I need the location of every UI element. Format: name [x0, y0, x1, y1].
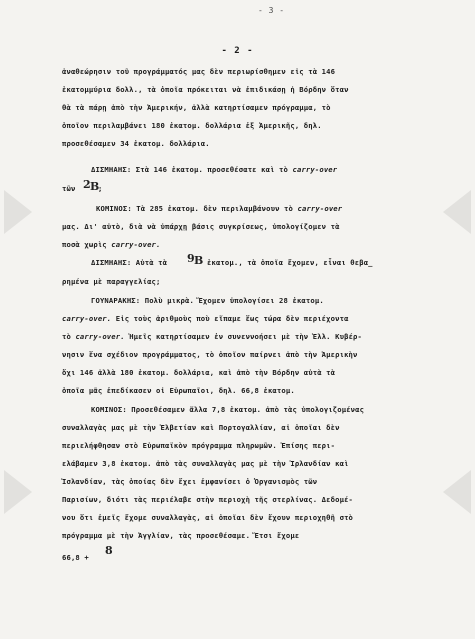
carry-over-term: carry-over — [292, 165, 338, 174]
speaker-gounarakis: ΓΟΥΝΑΡΑΚΗΣ: Πολὺ μικρὰ. Ἔχομεν ὑπολογίσει 28 ἑκατομ. — [91, 296, 324, 305]
text-line-23: Ἰσλανδίαν, τὰς ὁποίας δὲν ἔχει ἐμφανίσει ὁ Ὀργανισμὸς τῶν — [62, 477, 318, 486]
text-line-14 — [62, 314, 349, 323]
text-line-7 — [62, 184, 75, 193]
text-line-22: ελάβαμεν 3,8 ἑκατομ. ἀπὸ τὰς συναλλαγὰς μας μὲ τὴν Ἰρλανδίαν καὶ — [62, 459, 349, 468]
text-line-17: ὄχι 146 ἀλλὰ 180 ἑκατομ. δολλάρια, καὶ ἀπὸ τὴν Βόρδην αὐτὰ τὰ — [62, 368, 336, 377]
text-line-20: συναλλαγὰς μας μὲ τὴν Ἑλβετίαν καὶ Πορτογαλλίαν, αἱ ὁποῖαι δὲν — [62, 423, 340, 432]
text-line-7b — [98, 184, 102, 193]
text-line-15 — [62, 332, 362, 341]
text-line-27: 66,8 + — [62, 553, 89, 562]
text-line-24: Παρισίων, διότι τὰς περιέλαβε στὴν περιοχὴ τῆς στερλίνας. Δεδομέ- — [62, 495, 354, 504]
handwritten-digit: 9 — [187, 252, 195, 265]
carry-over-term: carry-over. — [62, 314, 112, 323]
text-line-18: ὁποῖα μᾶς ἐπεδίκασεν οἱ Εὐρωπαῖοι, δηλ. 66,8 ἑκατομ. — [62, 386, 295, 395]
line-text: ποσὰ χωρὶς — [62, 240, 107, 249]
line-text: Εἰς τοὺς ἀριθμοὺς ποὺ εἴπαμε ἕως τώρα δὲν περιέχοντα — [115, 314, 349, 323]
carry-over-term: carry-over. — [111, 240, 161, 249]
text-line-16: νησιν ἕνα σχέδιον προγράμματος, τὸ ὁποῖον παίρνει ἀπὸ τὴν Ἀμερικὴν — [62, 350, 358, 359]
text-line-11b: ἑκατομ., τὰ ὁποῖα ἔχομεν, εἶναι θεβα_ — [207, 258, 373, 267]
speaker-dismiadis-1 — [91, 165, 337, 174]
text-line-3: θὰ τὰ πάρῃ ἀπὸ τὴν Ἀμερικήν, ἀλλὰ κατηρτίσαμεν πρόγραμμα, τὸ — [62, 103, 331, 112]
line-text: τῶν — [62, 184, 76, 193]
carry-over-term: carry-over. — [75, 332, 125, 341]
watermark-arrow-left — [4, 190, 32, 234]
text-line-10 — [62, 240, 161, 249]
text-line-25: νου ὅτι ἐμεῖς ἔχομε συναλλαγὰς, αἱ ὁποῖαι δὲν ἔχουν περιοχηθῆ στὸ — [62, 513, 354, 522]
colon: ; — [98, 184, 103, 193]
watermark-arrow-right-lower — [443, 470, 471, 514]
text-line-9: μας. Δι' αὐτὸ, διὰ νὰ ὑπάρχῃ βάσις συγκρίσεως, ὑπολογίζομεν τὰ — [62, 222, 340, 231]
carry-over-term: carry-over — [297, 204, 343, 213]
text-line-26: πρόγραμμα μὲ τὴν Ἀγγλίαν, τὰς προσεθέσαμε. Ἔτσι ἔχομε — [62, 531, 300, 540]
text-line-1: ἀναθεώρησιν τοῦ προγράμματός μας δὲν περιωρίσθημεν εἰς τὰ 146 — [62, 67, 336, 76]
watermark-arrow-left-lower — [4, 470, 32, 514]
text-line-5: προσεθέσαμεν 34 ἑκατομ. δολλάρια. — [62, 139, 210, 148]
speaker-dismiadis-2 — [91, 258, 167, 267]
speaker-kominos-2: ΚΟΜΙΝΟΣ: Προσεθέσαμεν ἄλλα 7,8 ἑκατομ. ἀπὸ τὰς ὑπολογιζομένας — [91, 405, 365, 414]
handwritten-digit: 2 — [83, 178, 91, 191]
handwritten-correction: 8 — [105, 544, 113, 557]
text-line-21: περιελήφθησαν στὸ Εὐρωπαϊκὸν πρόγραμμα πληρωμῶν. Ἐπίσης περι- — [62, 441, 336, 450]
handwritten-letter: B — [194, 254, 204, 267]
text-line-12: ρημένα μὲ παραγγελίας; — [62, 277, 161, 286]
top-page-mark: - 3 - — [258, 6, 285, 15]
page-number: - 2 - — [221, 46, 254, 56]
line-text: ΔΙΣΜΗΑΗΣ: Αὐτὰ τὰ — [91, 258, 168, 267]
handwritten-letter: B — [90, 180, 100, 193]
speaker-kominos-1 — [96, 204, 342, 213]
line-text: ΚΟΜΙΝΟΣ: Τὰ 285 ἑκατομ. δὲν περιλαμβάνουν τὸ — [96, 204, 293, 213]
line-text: Ἡμεῖς κατηρτίσαμεν ἐν συνεννοήσει μὲ τὴν Ἑλλ. Κυβέρ- — [129, 332, 363, 341]
watermark-arrow-right — [443, 190, 471, 234]
text-line-2: ἑκατομμύρια δολλ., τὰ ὁποῖα πρόκειται νὰ ἐπιδικάσῃ ἡ Βόρδην ὅταν — [62, 85, 349, 94]
line-text: τὸ — [62, 332, 71, 341]
text-line-4: ὁποῖον περιλαμβάνει 180 ἑκατομ. δολλάρια ἐξ Ἀμερικῆς, δηλ. — [62, 121, 322, 130]
line-text: ΔΙΣΜΗΑΗΣ: Στὰ 146 ἑκατομ. προσεθέσατε καὶ τὸ — [91, 165, 288, 174]
